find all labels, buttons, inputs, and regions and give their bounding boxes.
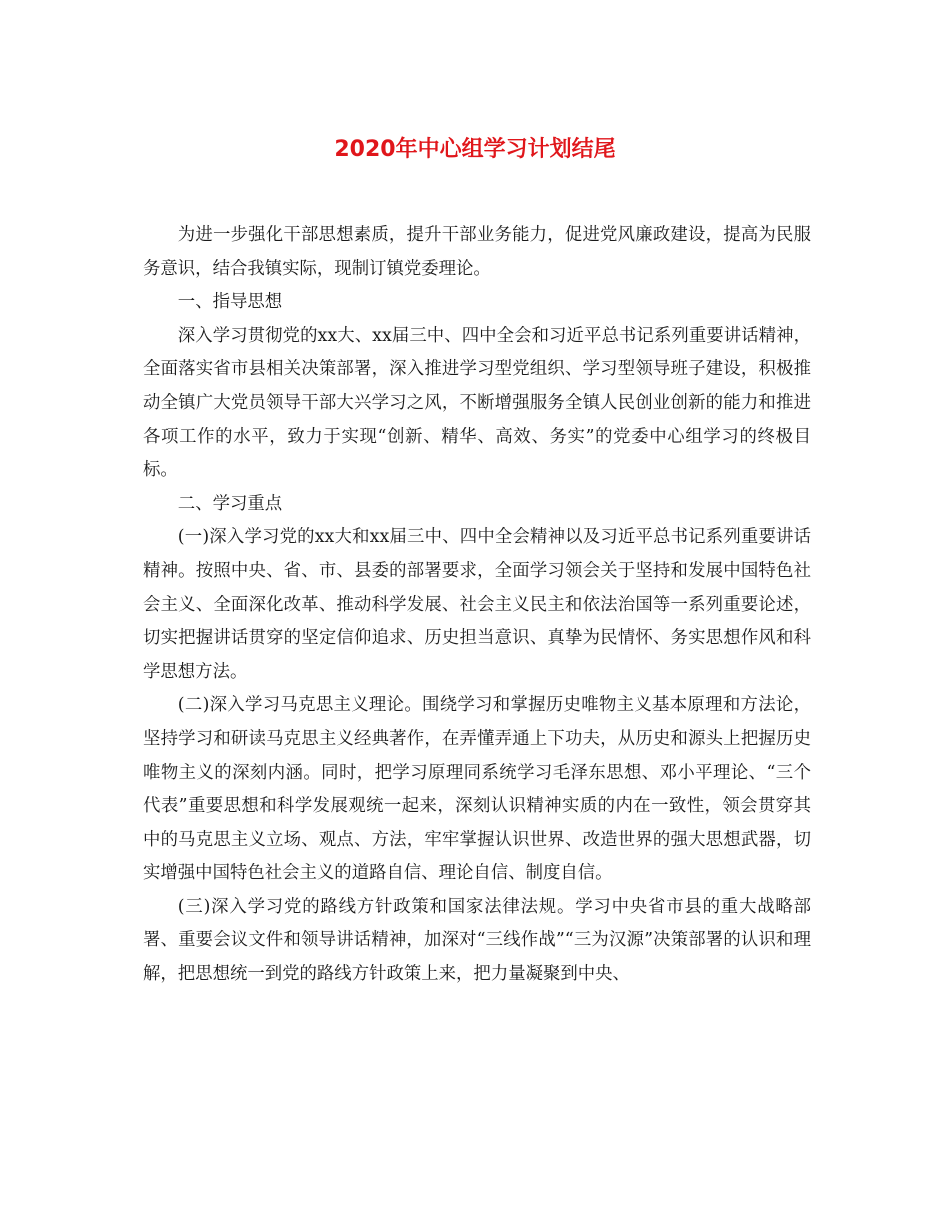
section-heading-study-focus: 二、学习重点	[177, 493, 283, 514]
study-focus-item-3: (三)深入学习党的路线方针政策和国家法律法规。学习中央省市县的重大战略部署、重要会议文件和领导讲话精神，加深对“三线作战”“三为汉源”决策部署的认识和理解，把思想统一到党的路线方针政策上来，把力量凝聚到中央、	[143, 896, 811, 985]
document-title: 2020年中心组学习计划结尾	[334, 137, 616, 162]
intro-paragraph: 为进一步强化干部思想素质，提升干部业务能力，促进党风廉政建设，提高为民服务意识，结合我镇实际，现制订镇党委理论。	[143, 225, 811, 279]
document-body	[143, 219, 811, 992]
study-focus-item-2: (二)深入学习马克思主义理论。围绕学习和掌握历史唯物主义基本原理和方法论，坚持学习和研读马克思主义经典著作，在弄懂弄通上下功夫，从历史和源头上把握历史唯物主义的深刻内涵。同时，把学习原理同系统学习毛泽东思想、邓小平理论、“三个代表”重要思想和科学发展观统一起来，深刻认识精神实质的内在一致性，领会贯穿其中的马克思主义立场、观点、方法，牢牢掌握认识世界、改造世界的强大思想武器，切实增强中国特色社会主义的道路自信、理论自信、制度自信。	[143, 695, 811, 884]
guiding-ideology-paragraph: 深入学习贯彻党的xx大、xx届三中、四中全会和习近平总书记系列重要讲话精神，全面落实省市县相关决策部署，深入推进学习型党组织、学习型领导班子建设，积极推动全镇广大党员领导干部大兴学习之风，不断增强服务全镇人民创业创新的能力和推进各项工作的水平，致力于实现“创新、精华、高效、务实”的党委中心组学习的终极目标。	[143, 325, 811, 481]
study-focus-item-1: (一)深入学习党的xx大和xx届三中、四中全会精神以及习近平总书记系列重要讲话精神。按照中央、省、市、县委的部署要求，全面学习领会关于坚持和发展中国特色社会主义、全面深化改革、推动科学发展、社会主义民主和依法治国等一系列重要论述，切实把握讲话贯穿的坚定信仰追求、历史担当意识、真挚为民情怀、务实思想作风和科学思想方法。	[143, 527, 811, 682]
section-heading-guiding-ideology: 一、指导思想	[177, 292, 283, 313]
